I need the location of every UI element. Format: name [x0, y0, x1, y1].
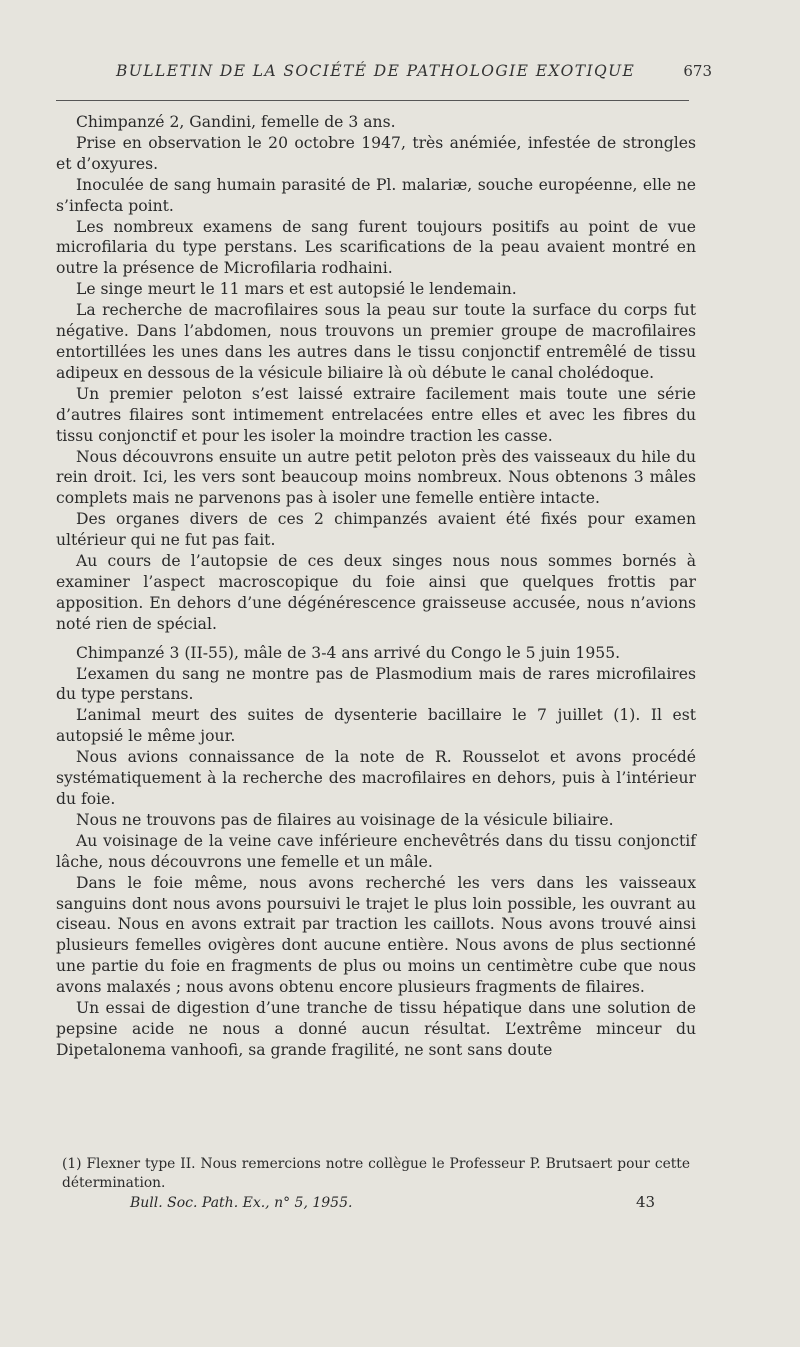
journal-title: BULLETIN DE LA SOCIÉTÉ DE PATHOLOGIE EXOTIQUE	[116, 62, 636, 80]
paragraph: Inoculée de sang humain parasité de Pl. malariæ, souche européenne, elle ne s’infecta point.	[56, 175, 696, 215]
paragraph: Prise en observation le 20 octobre 1947, très anémiée, infestée de strongles et d’oxyures.	[56, 133, 696, 173]
paragraph: Un premier peloton s’est laissé extraire facilement mais toute une série d’autres filaires sont intimement entrelacées entre elles et avec les fibres du tissu conjonctif et pour les isoler la moindre traction les casse.	[56, 384, 696, 445]
paragraph: L’animal meurt des suites de dysenterie bacillaire le 7 juillet (1). Il est autopsié le même jour.	[56, 706, 696, 746]
footer-page-number: 43	[636, 1193, 656, 1211]
footnote	[62, 1155, 690, 1193]
paragraph: Les nombreux examens de sang furent toujours positifs au point de vue microfilaria du type perstans. Les scarifications de la peau avaient montré en outre la présence de Microfilaria rodhaini.	[56, 217, 696, 278]
paragraph: Un essai de digestion d’une tranche de tissu hépatique dans une solution de pepsine acide ne nous a donné aucun résultat. L’extrême minceur du Dipetalonema vanhoofi, sa grande fragilité, ne sont sans doute	[56, 999, 696, 1059]
paragraph: Au cours de l’autopsie de ces deux singes nous nous sommes bornés à examiner l’aspect macroscopique du foie ainsi que quelques frottis par apposition. En dehors d’une dégénérescence graisseuse accusée, nous n’avions noté rien de spécial.	[56, 552, 696, 633]
paragraph: Nous avions connaissance de la note de R. Rousselot et avons procédé systématiquement à la recherche des macrofilaires en dehors, puis à l’intérieur du foie.	[56, 748, 696, 808]
paragraph: Nous découvrons ensuite un autre petit peloton près des vaisseaux du hile du rein droit. Ici, les vers sont beaucoup moins nombreux. Nous obtenons 3 mâles complets mais ne parvenons pas à isoler une femelle entière intacte.	[56, 447, 696, 508]
paragraph: Chimpanzé 2, Gandini, femelle de 3 ans.	[76, 113, 396, 131]
paragraph: Dans le foie même, nous avons recherché les vers dans les vaisseaux sanguins dont nous avons poursuivi le trajet le plus loin possible, les ouvrant au ciseau. Nous en avons extrait par traction les caillots. Nous avons trouvé ainsi plusieurs femelles ovigères dont aucune entière. Nous avons de plus sectionné une partie du foie en fragments de plus ou moins un centimètre cube que nous avons malaxés ; nous avons obtenu encore plusieurs fragments de filaires.	[56, 873, 696, 997]
footnote-text: (1) Flexner type II. Nous remercions notre collègue le Professeur P. Brutsaert pour cette détermination.	[62, 1156, 690, 1191]
paragraph: Au voisinage de la veine cave inférieure enchevêtrés dans du tissu conjonctif lâche, nous découvrons une femelle et un mâle.	[56, 831, 696, 871]
paragraph: Le singe meurt le 11 mars et est autopsié le lendemain.	[76, 280, 517, 299]
paragraph: Chimpanzé 3 (II-55), mâle de 3-4 ans arrivé du Congo le 5 juin 1955.	[76, 643, 621, 662]
header-page-number: 673	[683, 62, 712, 80]
article-body	[56, 112, 696, 1061]
running-header	[60, 62, 712, 96]
paragraph: Des organes divers de ces 2 chimpanzés avaient été fixés pour examen ultérieur qui ne fut pas fait.	[56, 510, 696, 550]
paragraph: L’examen du sang ne montre pas de Plasmodium mais de rares microfilaires du type perstans.	[56, 664, 696, 704]
bulletin-citation: Bull. Soc. Path. Ex., n° 5, 1955.	[130, 1195, 353, 1211]
paragraph: La recherche de macrofilaires sous la peau sur toute la surface du corps fut négative. Dans l’abdomen, nous trouvons un premier groupe de macrofilaires entortillées les unes dans les autres dans le tissu conjonctif entremêlé de tissu adipeux en dessous de la vésicule biliaire là où débute le canal cholédoque.	[56, 301, 696, 382]
paragraph: Nous ne trouvons pas de filaires au voisinage de la vésicule biliaire.	[76, 810, 614, 829]
header-rule	[56, 100, 689, 101]
